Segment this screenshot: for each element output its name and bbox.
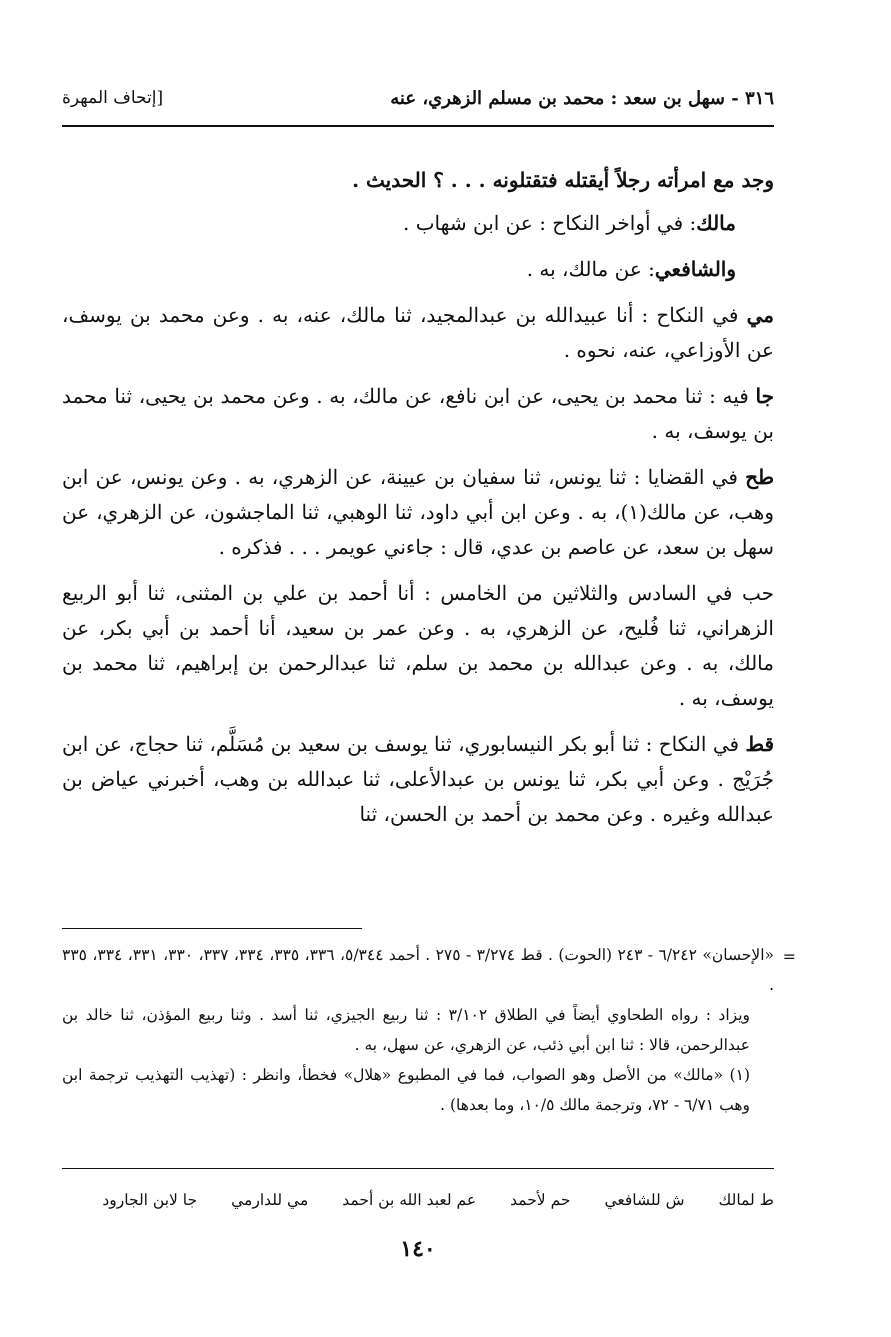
footnote-rule [62,928,362,929]
abbreviation-key [62,1183,774,1217]
source-siglum: حب [741,581,774,605]
abbreviation-item: ط لمالك [718,1191,774,1209]
abbreviation-item: ش للشافعي [604,1191,685,1209]
paragraph-text: وجد مع امرأته رجلاً أيقتله فتقتلونه . . . ؟ الحديث . [352,168,774,192]
paragraph [62,163,774,198]
footnote-continued: «الإحسان» ٦/٢٤٢ - ٢٤٣ (الحوت) . قط ٣/٢٧٤ - ٢٧٥ . أحمد ٥/٣٤٤، ٣٣٦، ٣٣٥، ٣٣٤، ٣٣٧، ٣٣٠، ٣٣١، ٣٣٤، ٣٣٥ . [62,946,774,994]
chapter-title: ٣١٦ - سهل بن سعد : محمد بن مسلم الزهري، عنه [390,87,774,109]
abbreviations-rule [62,1168,774,1169]
paragraph [62,252,774,287]
paragraph-text: : عن مالك، به . [526,257,655,281]
paragraph-text: فيه : ثنا محمد بن يحيى، عن ابن نافع، عن مالك، به . وعن محمد بن يحيى، ثنا محمد بن يوسف، به . [62,384,774,443]
page-number: ١٤٠ [400,1236,436,1262]
paragraph-text: في السادس والثلاثين من الخامس : أنا أحمد بن علي بن المثنى، ثنا أبو الربيع الزهراني، ثنا فُليح، عن الزهري، به . وعن عمر بن سعيد، أنا أحمد بن أبي بكر، عن مالك، به . وعن عبدالله بن محمد بن سلم، ثنا عبدالرحمن بن إبراهيم، ثنا محمد بن يوسف، به . [62,581,774,710]
abbreviation-item: مي للدارمي [231,1191,309,1209]
paragraph [62,727,774,832]
continuation-mark: = [782,947,796,966]
source-siglum: جا [755,384,774,408]
running-header [62,78,774,118]
paragraph-text: في القضايا : ثنا يونس، ثنا سفيان بن عيينة، عن الزهري، به . وعن يونس، عن ابن وهب، عن مالك(١)، به . وعن ابن أبي داود، ثنا الوهبي، ثنا الماجشون، عن الزهري، عن سهل بن سعد، عن عاصم بن عدي، قال : جاءني عويمر . . . فذكره . [62,465,775,559]
source-siglum: قط [745,732,774,756]
source-siglum: طح [745,465,774,489]
footnote-addition: ويزاد : رواه الطحاوي أيضاً في الطلاق ٣/١٠٢ : ثنا ربيع الجيزي، ثنا أسد . وثنا ربيع المؤذن، ثنا خالد بن عبدالرحمن، قالا : ثنا ابن أبي ذئب، عن الزهري، عن سهل، به . [62,1006,750,1054]
source-siglum: مي [746,303,774,327]
page [62,0,796,1337]
footnote-1: (١) «مالك» من الأصل وهو الصواب، فما في المطبوع «هلال» فخطأ، وانظر : (تهذيب التهذيب ترجمة ابن وهب ٦/٧١ - ٧٢، وترجمة مالك ١٠/٥، وما بعدها) . [62,1066,750,1114]
source-siglum: والشافعي [654,257,736,281]
main-text [62,163,774,843]
source-siglum: مالك [696,211,736,235]
footnotes [62,940,774,1120]
abbreviation-item: حم لأحمد [510,1191,571,1209]
header-rule [62,125,774,127]
paragraph-text: : في أواخر النكاح : عن ابن شهاب . [403,211,697,235]
abbreviation-item: عم لعبد الله بن أحمد [342,1191,477,1209]
book-title: [إتحاف المهرة [62,88,164,108]
paragraph-text: في النكاح : أنا عبيدالله بن عبدالمجيد، ثنا مالك، عنه، به . وعن محمد بن يوسف، عن الأوزاعي، عنه، نحوه . [62,303,774,362]
paragraph [62,206,774,241]
abbreviation-item: جا لابن الجارود [102,1191,198,1209]
paragraph-text: في النكاح : ثنا أبو بكر النيسابوري، ثنا يوسف بن سعيد بن مُسَلَّم، ثنا حجاج، عن ابن جُرَيْج . وعن أبي بكر، ثنا يونس بن عبدالأعلى، ثنا عبدالله بن وهب، أخبرني عياض بن عبدالله وغيره . وعن محمد بن أحمد بن الحسن، ثنا [62,732,774,826]
paragraph [62,298,774,368]
paragraph [62,460,774,565]
paragraph [62,576,774,716]
paragraph [62,379,774,449]
